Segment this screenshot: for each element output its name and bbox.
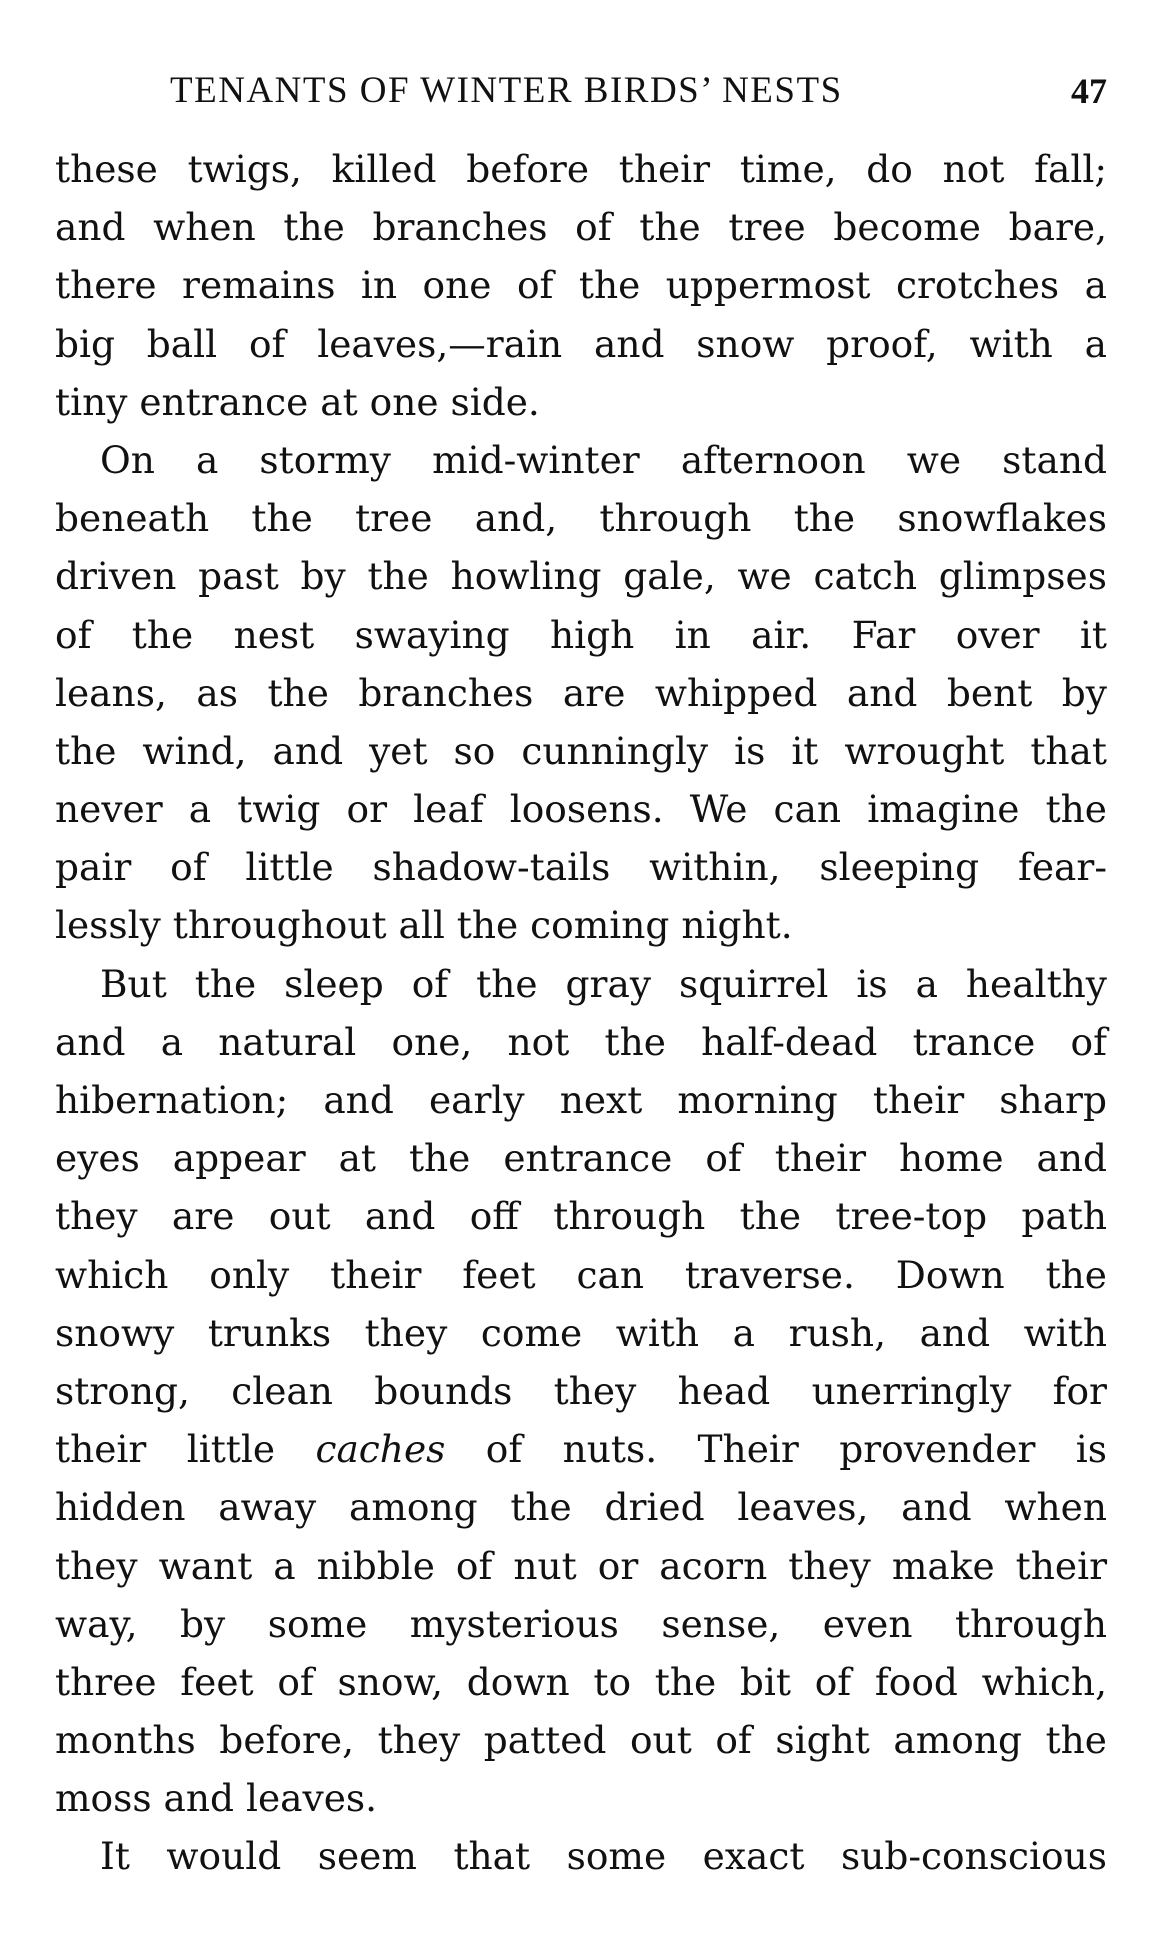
paragraph-1 xyxy=(55,140,1107,431)
running-title: TENANTS OF WINTER BIRDS’ NESTS xyxy=(170,70,843,111)
italic-word: caches xyxy=(315,1427,446,1472)
body-text xyxy=(55,140,1107,1886)
text-line: and when the branches of the tree become bare, xyxy=(55,205,1107,250)
paragraph-3 xyxy=(55,955,1107,1828)
text-line: beneath the tree and, through the snowflakes xyxy=(55,496,1107,541)
text-line: the wind, and yet so cunningly is it wrought that xyxy=(55,728,1107,773)
text-line: lessly throughout all the coming night. xyxy=(55,903,793,948)
text-line: leans, as the branches are whipped and bent by xyxy=(55,670,1107,715)
text-line: moss and leaves. xyxy=(55,1776,378,1821)
paragraph-2 xyxy=(55,431,1107,955)
text-line: It would seem that some exact sub-conscious xyxy=(100,1834,1107,1879)
text-line-with-italic xyxy=(55,1420,1107,1478)
text-line: On a stormy mid-winter afternoon we stand xyxy=(100,437,1107,482)
text-segment: their little xyxy=(55,1427,276,1472)
text-line: these twigs, killed before their time, do not fall; xyxy=(55,147,1107,191)
text-line: hidden away among the dried leaves, and when xyxy=(55,1485,1107,1530)
text-line: But the sleep of the gray squirrel is a healthy xyxy=(100,961,1107,1006)
text-line: strong, clean bounds they head unerringly for xyxy=(55,1368,1107,1413)
text-line: eyes appear at the entrance of their home and xyxy=(55,1136,1107,1181)
running-header xyxy=(0,66,1157,116)
text-line: there remains in one of the uppermost crotches a xyxy=(55,263,1107,308)
text-line: they want a nibble of nut or acorn they make their xyxy=(55,1543,1107,1588)
text-line: pair of little shadow-tails within, sleeping fear- xyxy=(55,845,1107,890)
text-line: never a twig or leaf loosens. We can imagine the xyxy=(55,787,1107,832)
text-line: months before, they patted out of sight among the xyxy=(55,1718,1107,1763)
text-line: snowy trunks they come with a rush, and with xyxy=(55,1310,1107,1355)
text-line: big ball of leaves,—rain and snow proof, with a xyxy=(55,321,1107,366)
text-line: of the nest swaying high in air. Far over it xyxy=(55,612,1107,657)
text-line: way, by some mysterious sense, even through xyxy=(55,1601,1107,1646)
text-line: tiny entrance at one side. xyxy=(55,379,540,424)
text-line: which only their feet can traverse. Down the xyxy=(55,1252,1107,1297)
paragraph-4 xyxy=(55,1827,1107,1885)
text-line: and a natural one, not the half-dead trance of xyxy=(55,1019,1107,1064)
text-line: they are out and off through the tree-top path xyxy=(55,1194,1107,1239)
text-line: three feet of snow, down to the bit of food which, xyxy=(55,1659,1107,1704)
text-segment: of nuts. Their provender is xyxy=(485,1427,1107,1472)
text-line: hibernation; and early next morning their sharp xyxy=(55,1078,1107,1122)
page-number: 47 xyxy=(1071,71,1107,111)
text-line: driven past by the howling gale, we catch glimpses xyxy=(55,554,1107,599)
